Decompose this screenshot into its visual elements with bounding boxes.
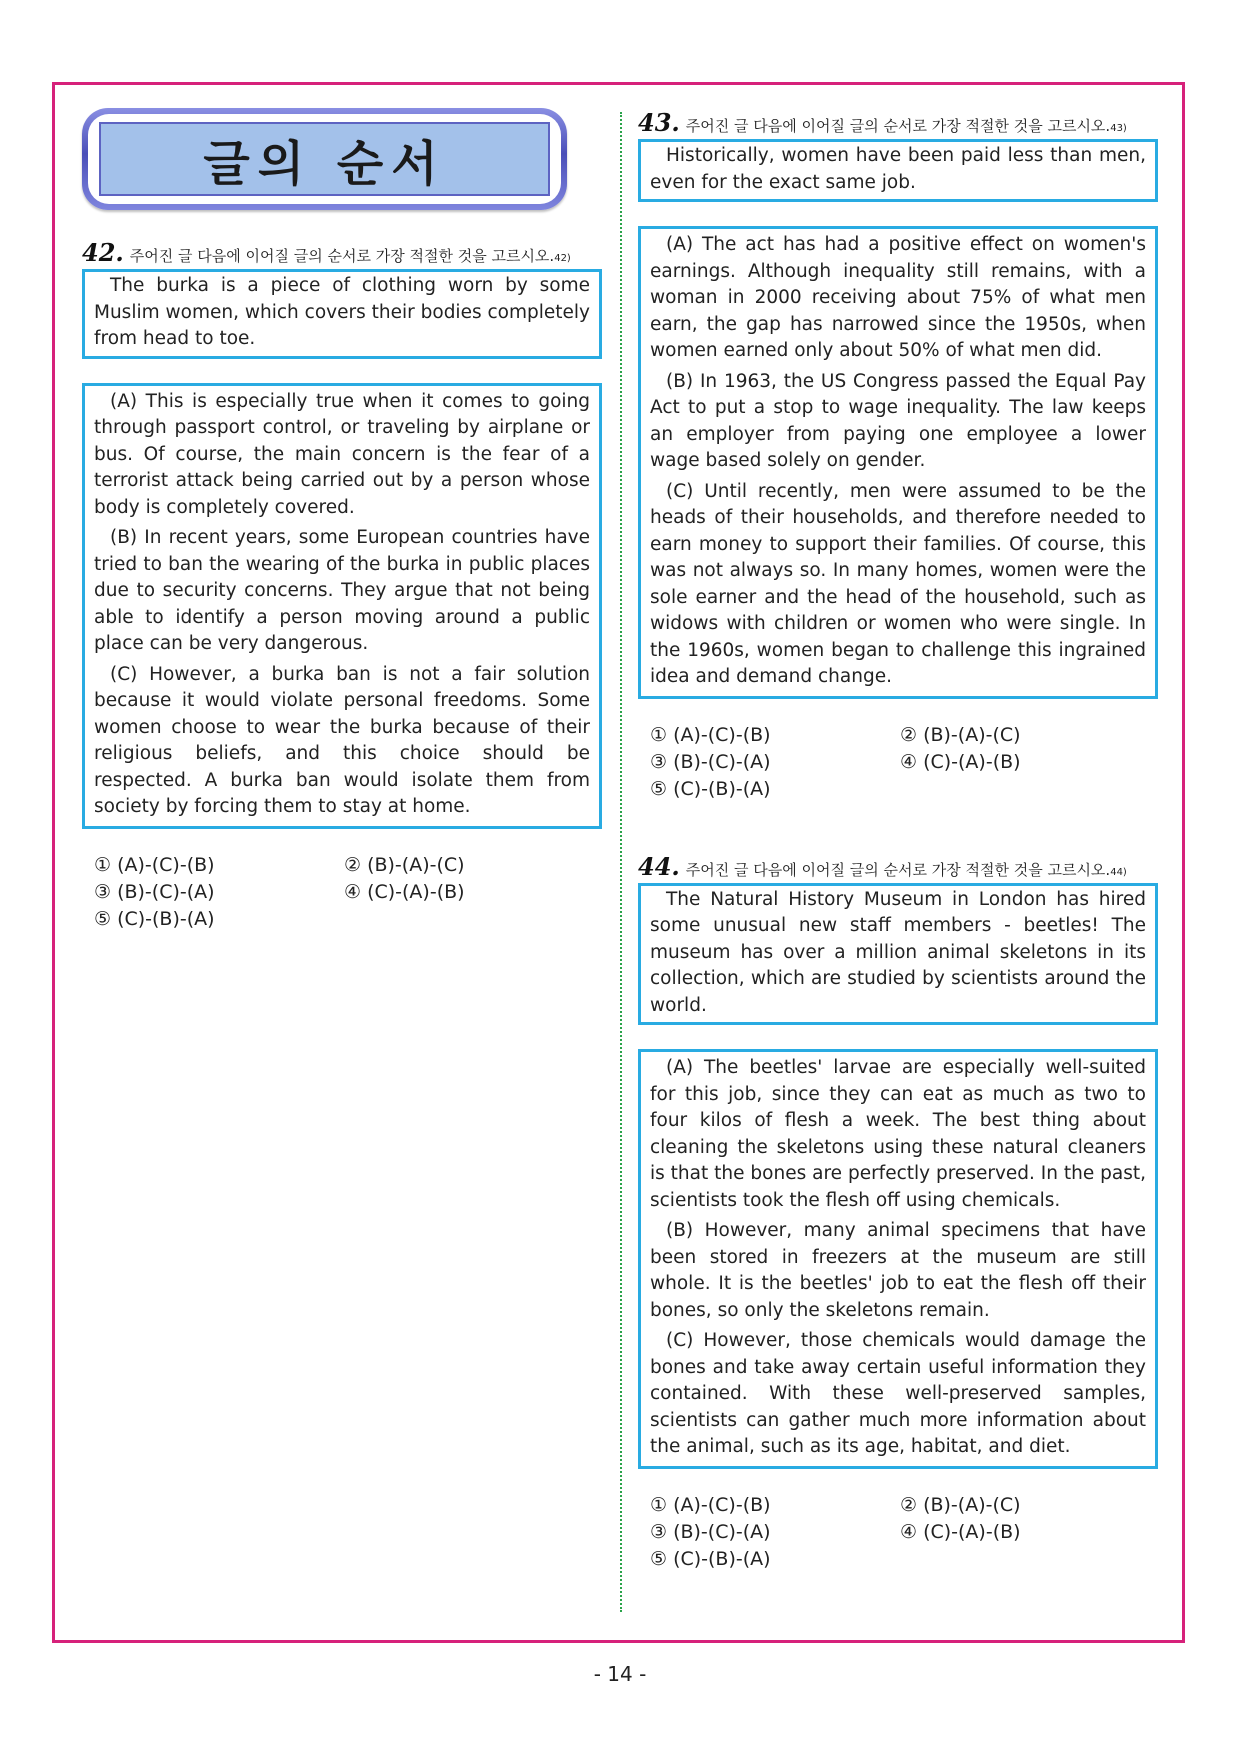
question-header [82, 238, 602, 267]
passage-a: (A) The act has had a positive effect on women's earnings. Although inequality still remains, with a woman in 2000 receiving about 75% of what men earn, the gap has narrowed since the 1950s, when women earned only about 50% of what men did. [650, 234, 1146, 361]
choice-2[interactable]: ② (B)-(A)-(C) [900, 1493, 1021, 1516]
passage-b: (B) In recent years, some European countries have tried to ban the wearing of the burka in public places due to security concerns. They argue that not being able to identify a person moving around a public place can be very dangerous. [94, 527, 590, 654]
question-ref: 42) [554, 253, 571, 264]
question-header [638, 108, 1158, 137]
column-divider [620, 112, 622, 1612]
choice-3[interactable]: ③ (B)-(C)-(A) [94, 880, 215, 903]
choice-4[interactable]: ④ (C)-(A)-(B) [344, 880, 465, 903]
page-number: - 14 - [593, 1662, 647, 1686]
right-column [638, 108, 1158, 1572]
question-prompt: 주어진 글 다음에 이어질 글의 순서로 가장 적절한 것을 고르시오. [685, 117, 1111, 135]
answer-choices [638, 1493, 1158, 1572]
question-42 [82, 238, 602, 932]
choice-4[interactable]: ④ (C)-(A)-(B) [900, 1520, 1021, 1543]
choice-1[interactable]: ① (A)-(C)-(B) [650, 1493, 771, 1516]
choice-4[interactable]: ④ (C)-(A)-(B) [900, 750, 1021, 773]
choice-5[interactable]: ⑤ (C)-(B)-(A) [650, 1547, 771, 1570]
choice-5[interactable]: ⑤ (C)-(B)-(A) [94, 907, 215, 930]
choice-3[interactable]: ③ (B)-(C)-(A) [650, 1520, 771, 1543]
question-prompt: 주어진 글 다음에 이어질 글의 순서로 가장 적절한 것을 고르시오. [685, 860, 1111, 879]
intro-box [82, 269, 602, 359]
passage-b: (B) However, many animal specimens that have been stored in freezers at the museum are still whole. It is the beetles' job to eat the flesh off their bones, so only the skeletons remain. [650, 1220, 1146, 1321]
choice-1[interactable]: ① (A)-(C)-(B) [650, 723, 771, 746]
question-header [638, 852, 1158, 881]
choice-3[interactable]: ③ (B)-(C)-(A) [650, 750, 771, 773]
choice-2[interactable]: ② (B)-(A)-(C) [344, 853, 465, 876]
choice-5[interactable]: ⑤ (C)-(B)-(A) [650, 777, 771, 800]
answer-choices [82, 853, 602, 932]
question-prompt: 주어진 글 다음에 이어질 글의 순서로 가장 적절한 것을 고르시오. [129, 247, 555, 265]
question-44 [638, 852, 1158, 1572]
intro-text: The Natural History Museum in London has hired some unusual new staff members - beetles! The museum has over a million animal skeletons in its collection, which are studied by scientists around the world. [650, 888, 1146, 1016]
question-number: 44. [638, 851, 680, 881]
choice-1[interactable]: ① (A)-(C)-(B) [94, 853, 215, 876]
section-title-banner [82, 108, 567, 210]
passages-box [638, 1049, 1158, 1469]
passage-c: (C) However, those chemicals would damage the bones and take away certain useful information they contained. With these well-preserved samples, scientists can gather much more information about the animal, such as its age, habitat, and diet. [650, 1330, 1146, 1457]
passage-b: (B) In 1963, the US Congress passed the Equal Pay Act to put a stop to wage inequality. The law keeps an employer from paying one employee a lower wage based solely on gender. [650, 370, 1146, 471]
passage-c: (C) Until recently, men were assumed to be the heads of their households, and therefore needed to earn money to support their families. Of course, this was not always so. In many homes, women were the sole earner and the head of the household, such as widows with children or women who were single. In the 1960s, women began to challenge this ingrained idea and demand change. [650, 480, 1146, 687]
question-number: 42. [82, 238, 124, 267]
passage-c: (C) However, a burka ban is not a fair solution because it would violate personal freedoms. Some women choose to wear the burka because of their religious beliefs, and this choice should be respected. A burka ban would isolate them from society by forcing them to stay at home. [94, 663, 590, 817]
choice-2[interactable]: ② (B)-(A)-(C) [900, 723, 1021, 746]
intro-text: The burka is a piece of clothing worn by some Muslim women, which covers their bodies completely from head to toe. [94, 275, 590, 349]
passages-box [82, 383, 602, 829]
question-ref: 43) [1110, 123, 1127, 134]
passages-box [638, 226, 1158, 699]
question-ref: 44) [1110, 866, 1127, 878]
section-title: 글의 순서 [99, 122, 550, 196]
question-43 [638, 108, 1158, 802]
passage-a: (A) This is especially true when it comes to going through passport control, or traveling by airplane or bus. Of course, the main concern is the fear of a terrorist attack being carried out by a person whose body is completely covered. [94, 390, 590, 518]
passage-a: (A) The beetles' larvae are especially well-suited for this job, since they can eat as much as two to four kilos of flesh a week. The best thing about cleaning the skeletons using these natural cleaners is that the bones are perfectly preserved. In the past, scientists took the flesh off using chemicals. [650, 1057, 1146, 1211]
question-number: 43. [638, 108, 680, 137]
left-column [82, 108, 602, 932]
intro-box [638, 139, 1158, 202]
intro-box [638, 883, 1158, 1026]
intro-text: Historically, women have been paid less than men, even for the exact same job. [650, 145, 1146, 193]
answer-choices [638, 723, 1158, 802]
